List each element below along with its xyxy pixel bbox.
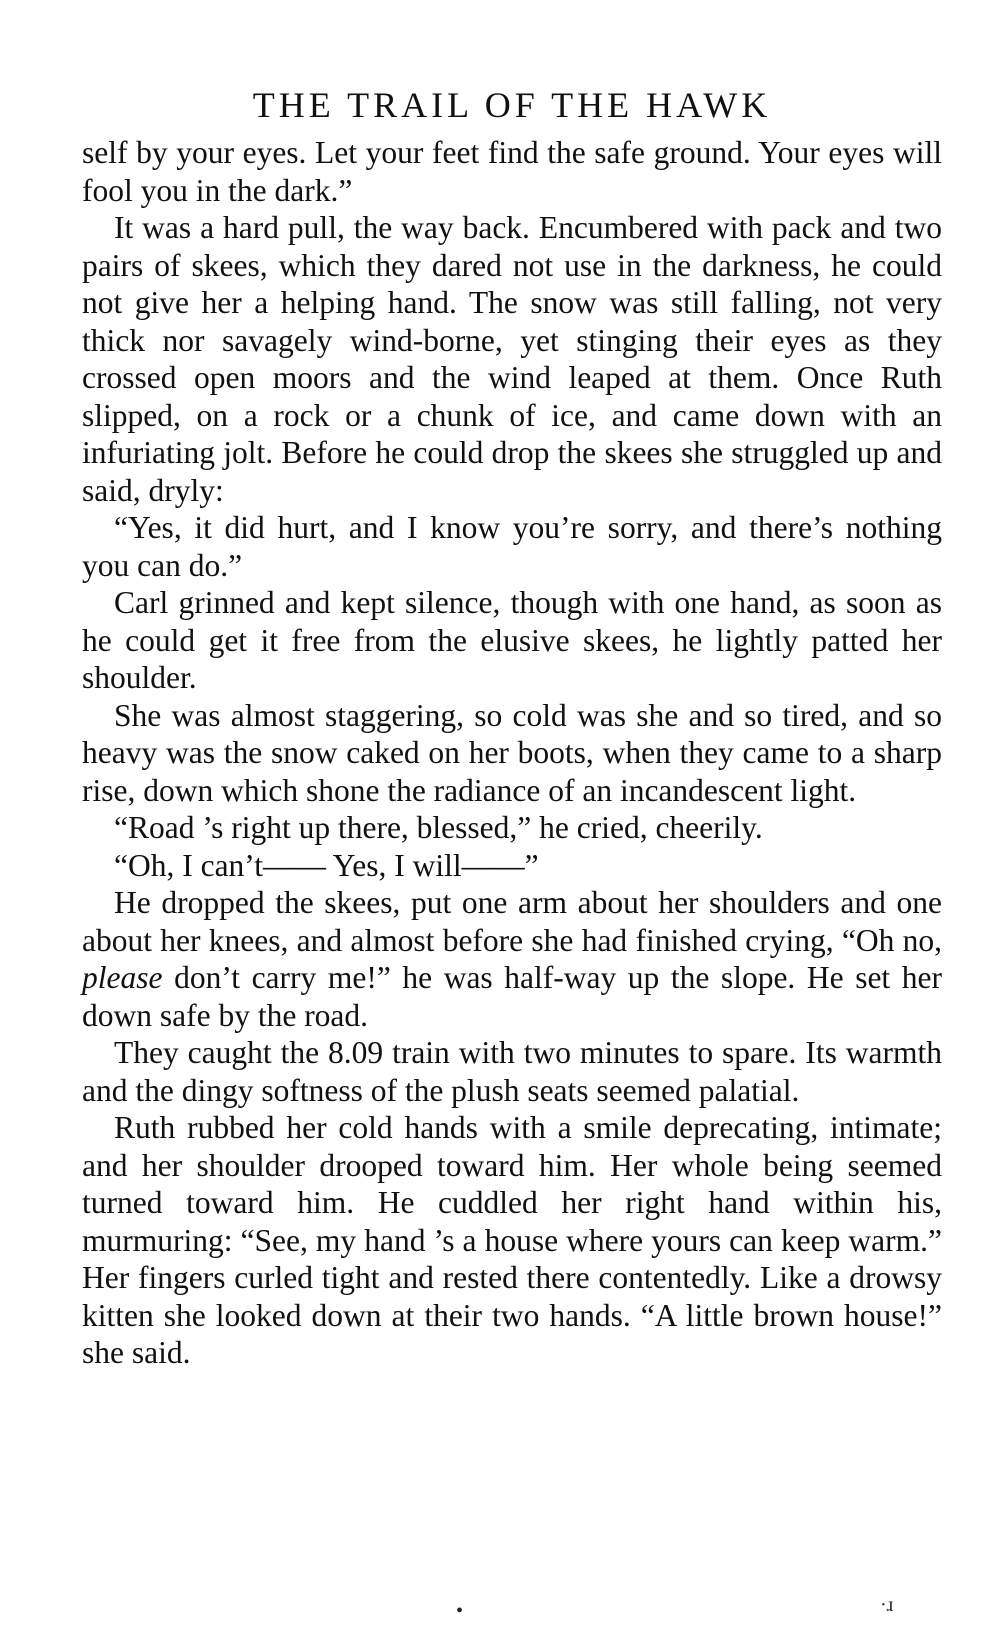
paragraph: They caught the 8.09 train with two minutes to spare. Its warmth and the dingy softness of the plush seats seemed palatial.: [82, 1035, 942, 1108]
paragraph-continuation: self by your eyes. Let your feet find the safe ground. Your eyes will fool you in the dark.”: [82, 135, 942, 208]
book-page: [82, 80, 942, 1372]
paragraph: She was almost staggering, so cold was she and so tired, and so heavy was the snow caked on her boots, when they came to a sharp rise, down which shone the radiance of an incandescent light.: [82, 697, 942, 808]
paragraph: “Oh, I can’t—— Yes, I will——”: [114, 847, 539, 883]
body-text: [82, 134, 942, 1372]
emphasis-please: please: [82, 960, 163, 995]
paragraph-text-before: He dropped the skees, put one arm about her shoulders and one about her knees, and almost before she had finished crying, “Oh no,: [82, 885, 942, 958]
paragraph: “Yes, it did hurt, and I know you’re sorry, and there’s nothing you can do.”: [82, 510, 942, 583]
print-mark-right: ·ɹ: [880, 1594, 894, 1616]
paragraph: Carl grinned and kept silence, though with one hand, as soon as he could get it free from the elusive skees, he lightly patted her shoulder.: [82, 585, 942, 695]
paragraph: “Road ’s right up there, blessed,” he cried, cheerily.: [114, 810, 763, 845]
paragraph-with-emphasis: [82, 884, 942, 1034]
paragraph: Ruth rubbed her cold hands with a smile deprecating, intimate; and her shoulder drooped toward him. Her whole being seemed turned toward him. He cuddled her right hand within his, murmuring: “See, my hand ’s a house where yours can keep warm.” Her fingers curled tight and rested there contentedly. Like a drowsy kitten she looked down at their two hands. “A little brown house!” she said.: [82, 1110, 942, 1370]
paragraph: It was a hard pull, the way back. Encumbered with pack and two pairs of skees, which they dared not use in the darkness, he could not give her a helping hand. The snow was still falling, not very thick nor savagely wind-borne, yet stinging their eyes as they crossed open moors and the wind leaped at them. Once Ruth slipped, on a rock or a chunk of ice, and came down with an infuriating jolt. Before he could drop the skees she struggled up and said, dryly:: [82, 210, 942, 508]
running-head-title: THE TRAIL OF THE HAWK: [252, 85, 772, 125]
paragraph-text-after: don’t carry me!” he was half-way up the slope. He set her down safe by the road.: [82, 960, 942, 1033]
print-mark-left: •: [456, 1600, 464, 1622]
